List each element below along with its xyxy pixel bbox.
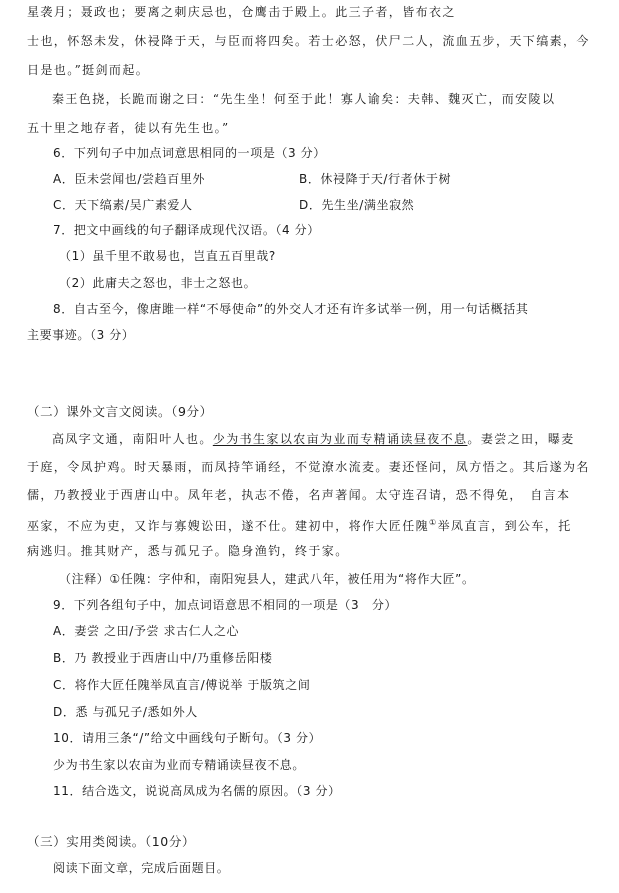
passage1-line5: 五十里之地存者，徒以有先生也。” (27, 121, 230, 135)
section2-p1-start: 高凤字文通，南阳叶人也。 (52, 432, 213, 446)
section2-note: （注释）①任隗：字仲和，南阳宛县人，建武八年，被任用为“将作大匠”。 (59, 572, 475, 586)
q6-option-c: C．天下缟素/吴广素爱人 (53, 198, 193, 212)
section2-p4-start: 巫家，不应为吏，又诈与寡嫂讼田，遂不仕。建初中，将作大匠任隗 (27, 519, 430, 533)
passage1-line2: 士也，怀怒未发，休祲降于天，与臣而将四矣。若士必怒，伏尸二人，流血五步，天下缟素，今 (27, 34, 590, 48)
q6-option-b: B．休祲降于天/行者休于树 (299, 172, 452, 186)
section2-p1-end: 。妻尝之田，曝麦 (467, 432, 575, 446)
passage1-line1 (27, 4, 456, 20)
q8-line2: 主要事迹。（3 分） (27, 328, 135, 342)
section3-instruction: 阅读下面文章，完成后面题目。 (53, 861, 230, 875)
passage1-line1-prefix: 星袭月； (27, 5, 81, 19)
section2-paragraph-line2: 于庭，令凤护鸡。时天暴雨，而凤持竿诵经，不觉潦水流麦。妻还怪问，凤方悟之。其后遂为名 (27, 460, 590, 474)
q6-stem: 6．下列句子中加点词意思相同的一项是（3 分） (53, 146, 326, 160)
q6-option-d: D．先生坐/满坐寂然 (299, 198, 415, 212)
footnote-marker: ① (429, 518, 438, 527)
q9-option-d: D．悉 与孤兄子/悉如外人 (53, 705, 198, 719)
passage1-line4: 秦王色挠，长跪而谢之曰：“先生坐！何至于此！寡人谕矣：夫韩、魏灭亡，而安陵以 (52, 92, 556, 106)
underlined-sentence: 少为书生家以农亩为业而专精诵读昼夜不息 (212, 432, 468, 446)
section2-heading: （二）课外文言文阅读。（9分） (27, 404, 213, 419)
section2-p4-end: 举凤直言，到公车，托 (437, 519, 572, 533)
q11-stem: 11．结合选文，说说高凤成为名儒的原因。（3 分） (53, 784, 341, 798)
q7-stem: 7．把文中画线的句子翻译成现代汉语。（4 分） (53, 223, 320, 237)
section2-paragraph-line1 (52, 431, 575, 447)
q10-sentence: 少为书生家以农亩为业而专精诵读昼夜不息。 (53, 758, 306, 772)
q9-option-a: A．妻尝 之田/予尝 求古仁人之心 (53, 624, 240, 638)
q7-sentence-1: （1）虽千里不敢易也，岂直五百里哉? (59, 249, 276, 263)
passage1-line1-text: 聂政也；要离之刺庆忌也，仓鹰击于殿上。此三子者，皆布衣之 (80, 5, 456, 19)
q6-option-a: A．臣未尝闻也/尝趋百里外 (53, 172, 206, 186)
q7-sentence-2: （2）此庸夫之怒也，非士之怒也。 (59, 276, 257, 290)
section2-paragraph-line5: 病逃归。推其财产，悉与孤兄子。隐身渔钓，终于家。 (27, 544, 349, 558)
q9-option-c: C．将作大匠任隗举凤直言/傅说举 于版筑之间 (53, 678, 311, 692)
section2-paragraph-line4 (27, 515, 572, 534)
section2-paragraph-line3: 儒，乃教授业于西唐山中。凤年老，执志不倦，名声著闻。太守连召请，恐不得免， 自言本 (27, 488, 571, 502)
passage1-line3: 日是也。”挺剑而起。 (27, 63, 150, 77)
q8-line1: 8．自古至今，像唐雎一样“不辱使命”的外交人才还有许多试举一例，用一句话概括其 (53, 302, 529, 316)
q9-stem: 9．下列各组句子中，加点词语意思不相同的一项是（3 分） (53, 598, 398, 612)
section3-heading: （三）实用类阅读。（10分） (27, 834, 196, 849)
q10-stem: 10．请用三条“/”给文中画线句子断句。（3 分） (53, 731, 322, 745)
q9-option-b: B．乃 教授业于西唐山中/乃重修岳阳楼 (53, 651, 273, 665)
